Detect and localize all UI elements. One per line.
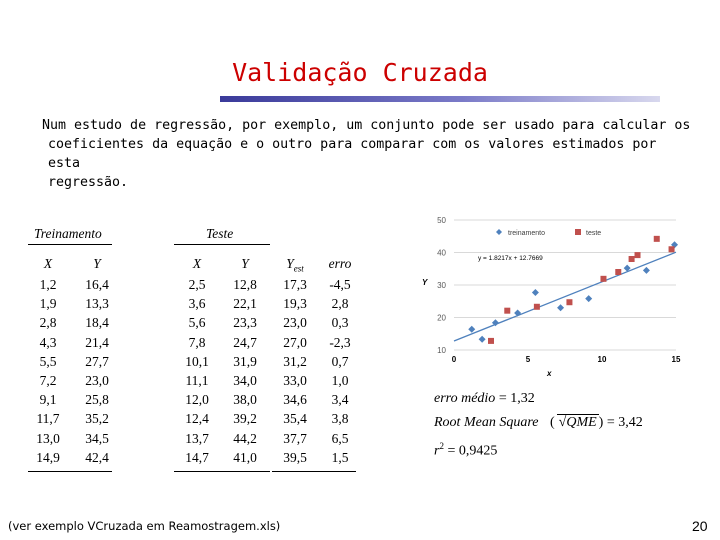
teste-point [600,276,606,282]
erro-cell: -2,3 [329,334,351,350]
train-y-cell: 27,7 [85,353,109,369]
x-tick-label: 0 [451,355,457,364]
page-number: 20 [692,518,708,534]
legend-teste-label: teste [586,230,602,237]
yest-cell: 34,6 [283,392,307,408]
header-train-x: X [43,256,53,271]
legend-teste-marker [575,229,581,235]
treinamento-point [643,267,650,274]
footer-note: (ver exemplo VCruzada em Reamostragem.xls) [8,519,281,533]
y-tick-label: 50 [437,216,446,225]
treinamento-point [514,309,521,316]
treinamento-point [585,295,592,302]
erro-cell: 3,4 [331,392,349,408]
train-y-cell: 13,3 [85,296,109,312]
y-tick-label: 10 [437,346,446,355]
header-train-y: Y [93,256,101,271]
train-y-cell: 16,4 [85,277,109,292]
yest-cell: 37,7 [283,430,307,446]
train-x-cell: 7,2 [39,373,57,388]
test-x-cell: 7,8 [188,334,206,350]
test-y-cell: 22,1 [233,296,257,312]
erro-cell: 6,5 [331,430,349,446]
test-y-cell: 12,8 [233,277,257,292]
header-yest [270,256,320,274]
treinamento-point [468,326,475,333]
train-x-cell: 11,7 [36,411,60,427]
page-title: Validação Cruzada [232,58,488,87]
test-x-cell: 13,7 [185,430,209,446]
train-x-cell: 4,3 [39,334,57,350]
erro-medio-stat [434,391,535,407]
header-test-y: Y [241,256,249,271]
test-y-cell: 23,3 [233,315,257,331]
teste-point [615,269,621,275]
train-label-rule [28,244,112,245]
scatter-chart [418,212,690,382]
yest-cell: 33,0 [283,373,307,388]
y-tick-label: 20 [437,313,446,323]
train-y-cell: 18,4 [85,315,109,331]
trend-line [454,252,676,341]
test-table-label: Teste [206,226,234,241]
test-x-cell: 5,6 [188,315,206,331]
legend-treinamento-marker [496,229,502,235]
teste-point [488,338,494,344]
erro-cell: 2,8 [331,296,349,312]
yest-cell: 27,0 [283,334,307,350]
yest-cell: 39,5 [283,449,307,465]
test-x-cell: 12,0 [185,392,209,408]
train-x-cell: 5,5 [39,353,57,369]
train-y-cell: 25,8 [85,392,109,408]
erro-cell: 0,7 [331,353,349,369]
train-y-cell: 42,4 [85,449,109,465]
rms-stat: Root Mean Square ( √QME ) = 3,42 [434,415,643,430]
x-tick-label: 15 [671,355,681,364]
erro-cell: 3,8 [331,411,349,427]
test-y-cell: 31,9 [233,353,257,369]
train-x-cell: 9,1 [39,392,57,408]
train-y-cell: 35,2 [85,411,109,427]
x-axis-label: x [547,369,552,378]
header-erro: erro [328,256,352,271]
train-x-cell: 1,9 [39,296,57,312]
y-tick-label: 40 [437,248,446,258]
test-x-cell: 10,1 [185,353,209,369]
erro-medio-label: erro médio [434,391,496,406]
test-x-cell: 3,6 [188,296,206,312]
erro-medio-value: = 1,32 [498,391,535,406]
test-y-cell: 34,0 [233,373,257,388]
treinamento-point [532,289,539,296]
test-y-cell: 38,0 [233,392,257,408]
erro-cell: 1,5 [331,449,349,465]
r2-value: = 0,9425 [447,443,498,459]
rms-value: = 3,42 [606,415,643,430]
treinamento-point [557,304,564,311]
train-y-cell: 34,5 [85,430,109,446]
header-yest-main: Y [286,256,294,271]
y-axis-label: Y [422,278,428,287]
x-tick-label: 10 [597,355,607,364]
teste-point [654,236,660,242]
yest-cell: 31,2 [283,353,307,369]
yest-cell: 23,0 [283,315,307,331]
test-x-cell: 12,4 [185,411,209,427]
yest-cell: 17,3 [283,277,307,292]
test-y-cell: 39,2 [233,411,257,427]
test-x-cell: 14,7 [185,449,209,465]
teste-point [635,252,641,258]
train-y-cell: 21,4 [85,334,109,350]
train-table-label: Treinamento [34,226,102,241]
teste-point [534,304,540,310]
intro-line-1: Num estudo de regressão, por exemplo, um conjunto pode ser usado para calcular os [42,118,691,133]
rms-label: Root Mean Square [434,415,539,430]
teste-point [629,256,635,262]
train-x-cell: 2,8 [39,315,57,331]
train-y-cell: 23,0 [85,373,109,388]
train-bottom-rule [28,471,112,472]
test-y-cell: 41,0 [233,449,257,465]
y-tick-label: 30 [437,281,446,290]
test-x-cell: 2,5 [188,277,206,292]
teste-point [669,246,675,252]
title-underline-bar [220,96,660,102]
test-bottom-rule [174,471,270,472]
train-x-cell: 13,0 [36,430,60,446]
erro-cell: 1,0 [331,373,349,388]
header-test-x: X [192,256,202,271]
x-tick-label: 5 [525,355,531,364]
test-x-cell: 11,1 [185,373,209,388]
rms-expr: QME [566,415,597,430]
train-x-cell: 14,9 [36,449,60,465]
test-y-cell: 24,7 [233,334,257,350]
test-label-rule [174,244,270,245]
r2-stat: $r^2 = 0,9425$ [434,441,498,459]
teste-point [566,299,572,305]
intro-line-3: regressão. [48,175,129,190]
test-y-cell: 44,2 [233,430,257,446]
erro-cell: 0,3 [331,315,349,331]
header-yest-sub: est [293,263,304,274]
intro-line-2: coeficientes da equação e o outro para comparar com os valores estimados por esta [48,137,657,171]
r2-label: r [434,443,440,459]
intro-paragraph [42,116,692,192]
legend-treinamento-label: treinamento [508,230,545,237]
yest-cell: 19,3 [283,296,307,312]
treinamento-point [479,336,486,343]
teste-point [504,308,510,314]
est-bottom-rule [272,471,356,472]
trend-equation: y = 1.8217x + 12.7669 [478,255,543,262]
erro-cell: -4,5 [329,277,351,292]
train-x-cell: 1,2 [39,277,57,292]
yest-cell: 35,4 [283,411,307,427]
